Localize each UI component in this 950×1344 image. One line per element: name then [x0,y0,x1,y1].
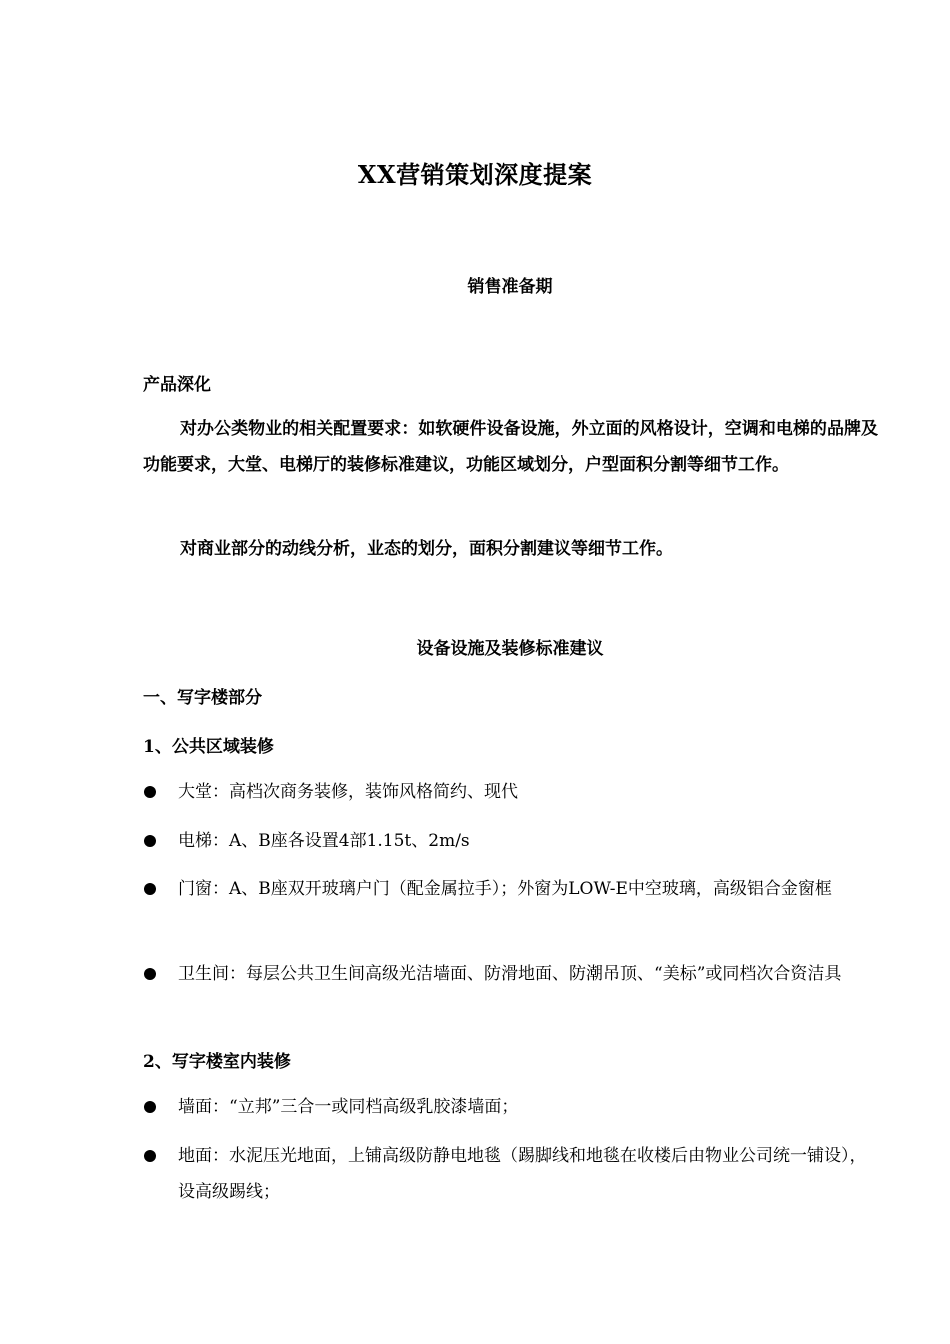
list-item-restroom [143,956,883,992]
list-item-text: 墙面：“立邦”三合一或同档高级乳胶漆墙面； [178,1097,519,1117]
list-item-elevator [143,823,883,859]
section-heading-equipment-standards: 设备设施及装修标准建议 [416,639,604,659]
list-item-lobby [143,774,883,810]
section-heading-sales-preparation: 销售准备期 [467,277,553,297]
list-item-walls [143,1089,883,1125]
heading-interior-decoration: 2、写字楼室内装修 [143,1052,291,1072]
paragraph-commercial-analysis: 对商业部分的动线分析，业态的划分，面积分割建议等细节工作。 [180,539,673,559]
heading-public-area-decoration: 1、公共区域装修 [143,737,274,757]
document-title: XX营销策划深度提案 [357,160,593,189]
list-item-doors-windows [143,871,883,907]
bullet-dot-icon [144,883,156,895]
paragraph-office-requirements: 对办公类物业的相关配置要求：如软硬件设备设施，外立面的风格设计，空调和电梯的品牌及功能要求，大堂、电梯厅的装修标准建议，功能区域划分，户型面积分割等细节工作。 [143,419,878,475]
bullet-dot-icon [144,835,156,847]
bullet-dot-icon [144,968,156,980]
heading-office-building-part: 一、写字楼部分 [143,688,262,708]
list-item-text: 电梯：A、B座各设置4部1.15t、2m/s [178,831,470,851]
list-item-text: 大堂：高档次商务装修，装饰风格简约、现代 [178,782,518,802]
list-item-text: 门窗：A、B座双开玻璃户门（配金属拉手）；外窗为LOW-E中空玻璃，高级铝合金窗框 [178,879,832,899]
bullet-dot-icon [144,1101,156,1113]
heading-product-deepening: 产品深化 [143,375,211,395]
bullet-dot-icon [144,1150,156,1162]
bullet-dot-icon [144,786,156,798]
list-item-text: 地面：水泥压光地面，上铺高级防静电地毯（踢脚线和地毯在收楼后由物业公司统一铺设）， 设高级踢线； [178,1146,867,1202]
list-item-floor [143,1138,883,1210]
list-item-text: 卫生间：每层公共卫生间高级光洁墙面、防滑地面、防潮吊顶、“美标”或同档次合资洁具 [178,964,842,984]
